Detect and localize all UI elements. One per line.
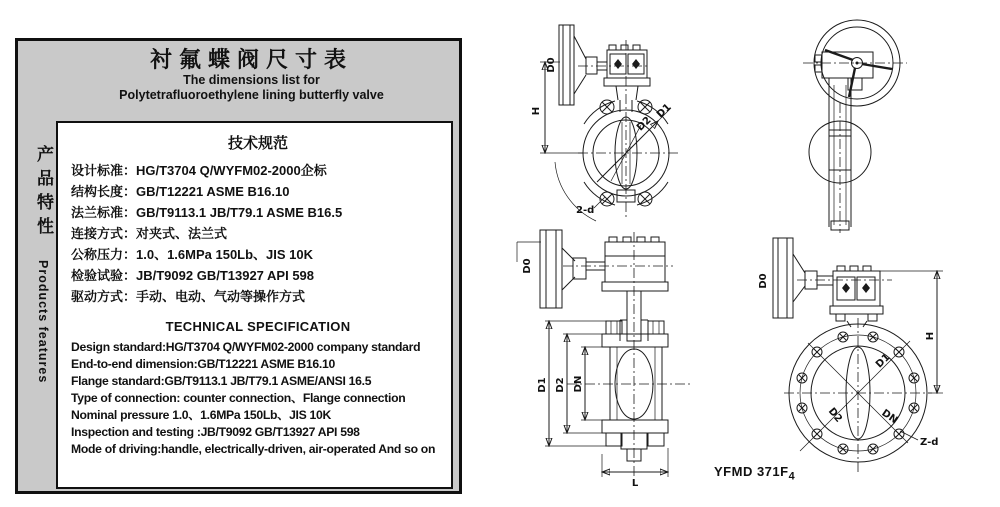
dim-label-2d: 2-d (576, 205, 595, 216)
page-subtitle-line1: The dimensions list for (183, 73, 320, 87)
dim-label-d2: D2 (825, 406, 845, 425)
sidebar-label-en: Products features (36, 260, 50, 384)
model-code-subscript: 4 (788, 470, 796, 483)
dimensions (531, 57, 674, 216)
spec-line: 公称压力：1.0、1.6MPa 150Lb、JIS 10K (71, 247, 314, 262)
gearbox (830, 266, 883, 327)
dim-label-d2: D2 (634, 114, 654, 134)
model-code-text: YFMD 371F (714, 464, 789, 479)
sidebar-label-cn: 产品特性 (34, 145, 53, 241)
handwheel-edge-view (559, 25, 607, 105)
spec-line: 连接方式：对夹式、法兰式 (71, 226, 228, 241)
handwheel-face-view (803, 20, 907, 106)
spec-line: End-to-end dimension:GB/T12221 ASME B16.10 (71, 357, 335, 371)
panel-header (48, 47, 455, 103)
spec-line: Design standard:HG/T3704 Q/WYFM02-2000 company standard (71, 340, 421, 354)
spec-line: 结构长度：GB/T12221 ASME B16.10 (71, 184, 290, 199)
spec-line: Flange standard:GB/T9113.1 JB/T79.1 ASME/ANSI 16.5 (71, 374, 372, 388)
dimensions (758, 271, 943, 448)
dim-label-h: H (925, 331, 936, 341)
valve-flange (784, 318, 932, 472)
spec-line: 检验试验：JB/T9092 GB/T13927 API 598 (71, 268, 315, 283)
dim-label-dn: DN (879, 407, 900, 427)
dim-label-d0: D0 (546, 57, 557, 73)
dim-label-l: L (631, 478, 639, 489)
spec-line: 设计标准：HG/T3704 Q/WYFM02-2000企标 (71, 163, 327, 178)
dim-label-d2: D2 (555, 377, 566, 393)
dim-label-dn: DN (573, 375, 584, 393)
drawing-flanged-valve-section (505, 228, 750, 496)
dim-label-zd: Z-d (920, 437, 939, 448)
page-subtitle-line2: Polytetrafluoroethylene lining butterfly valve (119, 88, 384, 102)
dim-label-d1: D1 (873, 351, 893, 371)
dim-label-d1: D1 (537, 377, 548, 393)
gearbox (563, 237, 673, 291)
drawing-wafer-valve-side (795, 15, 985, 235)
spec-heading-cn: 技术规范 (227, 135, 288, 152)
spec-line: 驱动方式：手动、电动、气动等操作方式 (71, 289, 306, 304)
spec-line: 法兰标准：GB/T9113.1 JB/T79.1 ASME B16.5 (71, 205, 343, 220)
spec-line: Type of connection: counter connection、Flange connection (71, 391, 406, 405)
model-code (714, 464, 795, 483)
drawing-flanged-valve-front (752, 228, 1000, 478)
dimensions (522, 258, 668, 489)
technical-spec-box (56, 121, 453, 489)
dim-label-d1: D1 (654, 101, 674, 121)
drawing-wafer-valve-front (498, 12, 760, 230)
spec-line: Mode of driving:handle, electrically-driven, air-operated And so on (71, 442, 436, 456)
valve-body-side (809, 78, 871, 233)
spec-line: Inspection and testing :JB/T9092 GB/T13927 API 598 (71, 425, 360, 439)
spec-heading-en: TECHNICAL SPECIFICATION (165, 319, 351, 334)
spec-line: Nominal pressure 1.0、1.6MPa 150Lb、JIS 10K (71, 408, 332, 422)
product-features-panel (15, 38, 462, 494)
sidebar-vertical-label (24, 145, 56, 384)
dim-label-d0: D0 (758, 273, 769, 289)
page-title: 衬氟蝶阀尺寸表 (149, 47, 353, 72)
dim-label-h: H (531, 106, 542, 116)
dim-label-d0: D0 (522, 258, 533, 274)
